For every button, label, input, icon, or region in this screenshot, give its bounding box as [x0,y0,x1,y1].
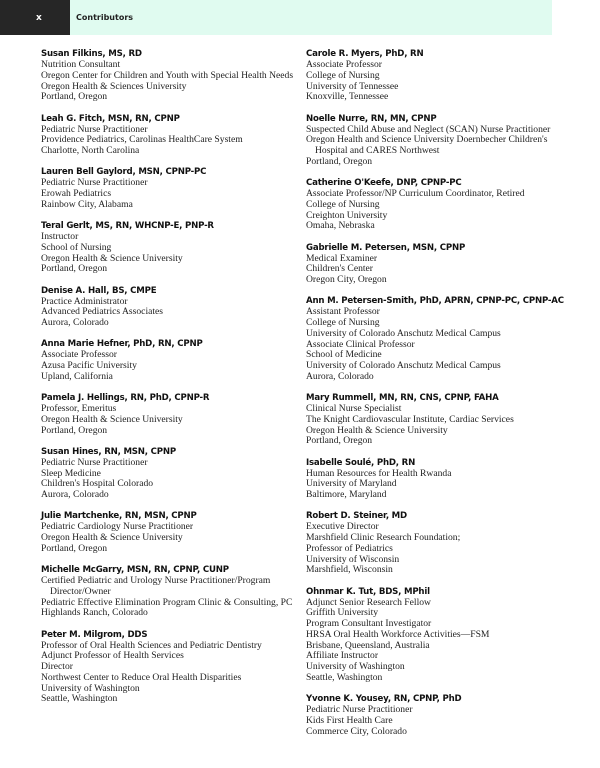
contributor-affiliation-line: Northwest Center to Reduce Oral Health Disparities [41,671,242,683]
contributor-affiliation-line: School of Medicine [306,349,382,361]
contributor-entry [306,458,576,501]
contributor-affiliation-line: Pediatric Nurse Practitioner [41,177,148,189]
contributor-affiliation-line: Creighton University [306,209,388,221]
contributor-affiliation-line: Suspected Child Abuse and Neglect (SCAN) Nurse Practitioner [306,123,551,135]
contributor-affiliation-line: Erowah Pediatrics [41,188,112,199]
contributor-affiliation-line: University of Tennessee [306,80,399,92]
contributor-entry [41,339,296,382]
contributor-affiliation-line: Pediatric Nurse Practitioner [306,704,413,715]
contributor-entry [41,114,296,157]
contributor-affiliation-line: Aurora, Colorado [41,489,109,500]
contributor-affiliation-line: Omaha, Nebraska [306,220,375,232]
contributor-entry [306,243,576,286]
contributor-name: Denise A. Hall, BS, CMPE [41,285,157,296]
contributor-entry [41,565,296,619]
contributor-affiliation-line: College of Nursing [306,198,380,210]
contributor-affiliation-line: Brisbane, Queensland, Australia [306,639,430,651]
contributor-name: Julie Martchenke, RN, MSN, CPNP [41,511,197,522]
contributor-affiliation-line: Professor, Emeritus [41,403,117,414]
section-title: Contributors [76,13,134,22]
contributor-affiliation-line: Clinical Nurse Specialist [306,403,402,414]
left-column [41,49,296,716]
contributor-affiliation-line: Oregon Health and Science University Doernbecher Children's Hospital and CARES Northwest [306,134,548,156]
contributor-entry [41,447,296,501]
contributor-affiliation-line: College of Nursing [306,69,380,81]
contributor-affiliation-line: Marshfield, Wisconsin [306,564,393,576]
contributor-name: Lauren Bell Gaylord, MSN, CPNP-PC [41,167,207,178]
contributor-affiliation-line: Nutrition Consultant [41,59,121,70]
contributor-entry [306,393,576,447]
contributor-affiliation-line: Sleep Medicine [41,467,101,479]
contributor-affiliation-line: University of Wisconsin [306,553,400,565]
contributor-affiliation-line: Upland, California [41,370,113,382]
contributor-name: Ann M. Petersen-Smith, PhD, APRN, CPNP-PC, CPNP-AC [306,296,564,307]
contributor-affiliation-line: University of Maryland [306,478,397,490]
contributor-entry [306,694,576,737]
contributor-name: Robert D. Steiner, MD [306,511,407,522]
page-header [0,0,552,35]
contributor-affiliation-line: Medical Examiner [306,252,378,264]
contributor-affiliation-line: Professor of Pediatrics [306,542,393,554]
contributor-name: Peter M. Milgrom, DDS [41,629,148,640]
contributor-affiliation-line: Oregon Health & Science University [306,424,448,436]
contributor-affiliation-line: Portland, Oregon [41,91,108,103]
contributor-affiliation-line: Knoxville, Tennessee [306,91,389,103]
header-band [70,0,552,35]
contributor-affiliation-line: HRSA Oral Health Workforce Activities—FSM [306,628,490,640]
contributor-affiliation-line: Portland, Oregon [306,155,373,167]
contributor-affiliation-line: Seattle, Washington [306,671,383,683]
contributor-affiliation-line: Rainbow City, Alabama [41,198,133,210]
contributor-affiliation-line: College of Nursing [306,317,380,328]
contributor-name: Susan Hines, RN, MSN, CPNP [41,446,176,457]
contributor-affiliation-line: Advanced Pediatrics Associates [41,306,164,318]
contributor-affiliation-line: University of Colorado Anschutz Medical Campus [306,327,501,339]
contributor-affiliation-line: Oregon Health & Science University [41,532,183,543]
contributor-name: Leah G. Fitch, MSN, RN, CPNP [41,113,180,124]
contributor-name: Teral Gerlt, MS, RN, WHCNP-E, PNP-R [41,221,214,231]
contributor-entry [41,393,296,436]
contributor-entry [306,587,576,684]
contributor-name: Noelle Nurre, RN, MN, CPNP [306,113,437,124]
contributor-affiliation-line: Oregon Health & Science University [41,252,183,264]
page-number-block [0,0,70,35]
contributor-entry [41,167,296,210]
contributor-affiliation-line: Associate Clinical Professor [306,338,415,350]
contributor-entry [41,511,296,554]
contributor-affiliation-line: Commerce City, Colorado [306,725,407,737]
contributor-entry [306,114,576,168]
contributor-name: Michelle McGarry, MSN, RN, CPNP, CUNP [41,565,229,575]
contributor-affiliation-line: Associate Professor/NP Curriculum Coordinator, Retired [306,188,525,199]
contributor-affiliation-line: Assistant Professor [306,306,380,318]
contributor-affiliation-line: Oregon Health & Sciences University [41,80,187,92]
contributor-entry [41,286,296,329]
contributor-name: Gabrielle M. Petersen, MSN, CPNP [306,242,466,253]
contributor-affiliation-line: Marshfield Clinic Research Foundation; [306,532,461,543]
contributor-affiliation-line: Providence Pediatrics, Carolinas HealthCare System [41,134,243,146]
contributor-affiliation-line: Pediatric Nurse Practitioner [41,123,148,135]
contributor-entry [41,630,296,706]
contributor-affiliation-line: Associate Professor [41,349,117,361]
contributor-affiliation-line: University of Washington [306,661,405,672]
contributor-affiliation-line: The Knight Cardiovascular Institute, Cardiac Services [306,413,514,425]
contributor-affiliation-line: Oregon Center for Children and Youth with Special Health Needs [41,69,294,81]
contributor-name: Anna Marie Hefner, PhD, RN, CPNP [41,339,203,350]
contributor-affiliation-line: Aurora, Colorado [41,317,109,328]
contributor-affiliation-line: University of Washington [41,682,140,694]
contributor-affiliation-line: Griffith University [306,607,379,619]
contributor-affiliation-line: Children's Hospital Colorado [41,478,154,490]
contributor-affiliation-line: Charlotte, North Carolina [41,145,140,156]
contributor-affiliation-line: Aurora, Colorado [306,370,374,382]
contributor-affiliation-line: Human Resources for Health Rwanda [306,467,452,479]
contributor-affiliation-line: Certified Pediatric and Urology Nurse Practitioner/Program Director/Owner [41,575,271,597]
contributor-affiliation-line: Portland, Oregon [306,435,373,447]
contributor-affiliation-line: Oregon City, Oregon [306,274,387,285]
contributor-affiliation-line: Seattle, Washington [41,693,118,705]
contributor-name: Ohnmar K. Tut, BDS, MPhil [306,586,430,597]
contributor-name: Mary Rummell, MN, RN, CNS, CPNP, FAHA [306,393,499,403]
contributor-affiliation-line: Associate Professor [306,59,382,70]
contributor-affiliation-line: Pediatric Cardiology Nurse Practitioner [41,521,194,533]
contributor-affiliation-line: Practice Administrator [41,295,128,307]
contributor-entry [41,221,296,275]
contributor-affiliation-line: Highlands Ranch, Colorado [41,607,148,619]
page-number: x [36,13,42,23]
contributor-affiliation-line: Pediatric Effective Elimination Program Clinic & Consulting, PC [41,596,293,608]
contributor-entry [306,296,576,382]
contributor-affiliation-line: Adjunct Professor of Health Services [41,650,184,662]
contributor-name: Yvonne K. Yousey, RN, CPNP, PhD [306,694,462,704]
contributor-affiliation-line: Director [41,661,73,672]
right-column [306,49,576,748]
contributor-affiliation-line: Executive Director [306,521,379,533]
contributor-name: Catherine O'Keefe, DNP, CPNP-PC [306,178,462,188]
contributor-affiliation-line: Affiliate Instructor [306,650,379,662]
contributor-affiliation-line: Instructor [41,231,79,242]
contributor-entry [306,49,576,103]
contributor-affiliation-line: Adjunct Senior Research Fellow [306,596,431,608]
contributor-affiliation-line: Portland, Oregon [41,424,108,436]
contributor-affiliation-line: Azusa Pacific University [41,360,137,371]
contributor-affiliation-line: Baltimore, Maryland [306,489,387,500]
contributor-affiliation-line: Program Consultant Investigator [306,618,432,629]
contributor-entry [41,49,296,103]
contributor-affiliation-line: Children's Center [306,263,374,275]
contributor-affiliation-line: Oregon Health & Science University [41,413,183,425]
contributor-affiliation-line: School of Nursing [41,241,112,253]
contributor-affiliation-line: Pediatric Nurse Practitioner [41,456,148,468]
contributor-affiliation-line: Professor of Oral Health Sciences and Pediatric Dentistry [41,639,262,651]
contributor-name: Susan Filkins, MS, RD [41,49,142,59]
contributor-name: Pamela J. Hellings, RN, PhD, CPNP-R [41,393,210,403]
contributor-entry [306,178,576,232]
contributor-affiliation-line: Kids First Health Care [306,714,393,726]
contributor-name: Carole R. Myers, PhD, RN [306,49,424,59]
contributor-entry [306,511,576,576]
contributor-affiliation-line: Portland, Oregon [41,263,108,275]
contributor-affiliation-line: Portland, Oregon [41,542,108,554]
contributor-name: Isabelle Soulé, PhD, RN [306,457,416,468]
contributor-affiliation-line: University of Colorado Anschutz Medical Campus [306,360,501,371]
